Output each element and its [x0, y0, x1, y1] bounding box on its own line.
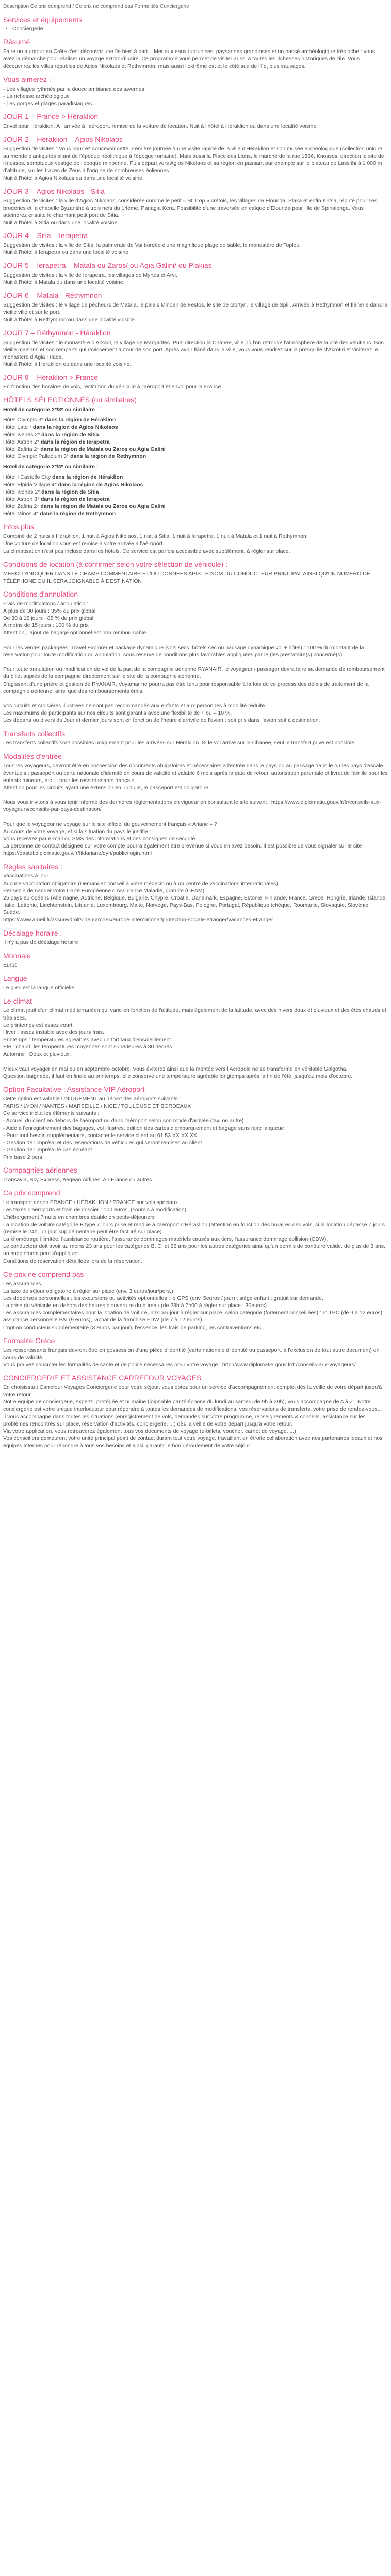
annulation-text — [3, 600, 388, 724]
text-line: - Accueil du client en dehors de l'aéroport ou dans l'aéroport selon son mode d'arrivée (taxi ou autre) — [3, 1117, 244, 1124]
infos-text — [3, 533, 388, 555]
text-line: Le printemps est assez court. — [3, 1022, 74, 1028]
text-line: Les dépenses personnelles ; les excursions ou activités optionnelles ; le GPS (env. 5euros / jour) ; siège enfant ; gratuit sur demande. — [3, 1295, 323, 1301]
text-line: À plus de 30 jours : 35% du prix global — [3, 607, 96, 614]
day-line: Nuit à l'hôtel à Ierapetra ou dans une localité voisine. — [3, 249, 130, 256]
hotel-item — [3, 446, 388, 453]
text-line: - Gestion de l'imprévu et des réservations de véhicules qui seront remises au client — [3, 1139, 202, 1146]
text-line: De 30 à 15 jours : 85 % du prix global — [3, 615, 94, 622]
text-line: Vaccinations à jour. — [3, 873, 50, 879]
text-line: Prix base 2 pers. — [3, 1154, 44, 1161]
text-line: À moins de 15 jours : 100 % du prix — [3, 622, 89, 629]
aimerez-item: - Les gorges et plages paradisiaques — [3, 100, 92, 107]
text-line — [3, 814, 388, 821]
text-line: Via votre application, vous retrouverez également tous vos documents de voyage (e-billets, voucher, carnet de voyage, ...) — [3, 1428, 296, 1434]
text-line: L'option conducteur supplémentaire (3 euros par jour), l'essence, les frais de parking, les contraventions etc... — [3, 1324, 266, 1331]
hotel-name: Hôtel Olympic Palladium 3* — [3, 453, 69, 460]
annulation-title: Conditions d'annulation — [3, 589, 78, 598]
sejour-title: Règles sanitaires : — [3, 862, 63, 871]
text-line: Les départs ou divers du Jour et dernier jours sont en fonction de l'heure d'arrivée de l'avion ; soit pris dans l'avion soit à destination. — [3, 717, 320, 724]
aimerez-item: - La richesse archéologique — [3, 93, 70, 99]
text-line — [3, 637, 388, 644]
text-line: Vos conseillers demeurent votre unité principal point de contact durant tout votre voyage, travaillant en étroite collaboration avec nos partenaires locaux et nos équipes internes pour répondre à tous vos besoins et ainsi, garantir le bon déroulement de votre séjour. — [3, 1435, 383, 1449]
day-line: Suggestion de visites : la ville de Sitia, la palmeraie de Vai bordée d'une magnifique plage de sable, le monastère de Toplou. — [3, 242, 301, 248]
text-line: Les assurances complémentaires pour la location de voiture, prix par jour à régler sur place, selon catégorie (fortement conseillées) : rc TPC (de 9 à 12 euros) assurance personnelle PAI (9 euros), rachat de la franchise FDW (de 7 à 12 euros). — [3, 1310, 383, 1324]
modalites-title: Modalités d'entrée — [3, 752, 62, 760]
text-line: La personne de contact désignée sur votre compte pourra également être prévenue si vous en avez besoin. Il est possible de vous signaler sur le site : https://pastel.diplomatie.gouv.fr/fildariane/dyn/public/login.html — [3, 843, 365, 857]
hotel-region: dans la région de Matala ou Zaros ou Agia Galini — [39, 503, 166, 510]
hotel-name: Hôtel Olympic 3* — [3, 417, 44, 423]
day-title: JOUR 7 – Réthymnon - Héraklion — [3, 328, 111, 337]
day-line: Envol pour Héraklion. À l'arrivée à l'aéroport, remise de la voiture de location. Nuit à l'hôtel à Héraklion ou dans une localité voisine. — [3, 123, 318, 129]
hotel-item — [3, 431, 388, 438]
text-line: https://www.ameli.fr/assure/droits-demarches/europe-international/protection-sociale-etranger/vacances-etranger — [3, 917, 273, 923]
hotel-item — [3, 488, 388, 496]
text-line: - Aide à l'enregistrement des bagages, vol illustres, édition des cartes d'embarquement et bagage sans faire la queue — [3, 1125, 284, 1131]
ne-comprend-title: Ce prix ne comprend pas — [3, 1269, 84, 1278]
hotel-item — [3, 453, 388, 460]
tab-links[interactable]: Description Ce prix comprend / Ce prix ne comprend pas Formalités Conciergerie — [3, 4, 189, 9]
text-line: S'agissant d'une prière et gestion de RYANAIR, Voyamar ne pourra pas être tenu pour responsable à la fois de ce process des délais de traitement de la compagnie aérienne, ainsi que des remboursements émis. — [3, 681, 369, 694]
hotel-region: dans la région de Sitia — [40, 488, 99, 495]
text-line: Pour toute annulation ou modification de vol de la part de la compagnie aérienne RYANAIR, le voyageur / passager devra faire sa demande de remboursement du billet auprès de la compagnie directement sur le site de la compagnie aérienne. — [3, 666, 385, 680]
day-line: Suggestion de visites : la ville d'Agios Nikolaos, considérée comme le petit « St Trop » crétois, les villages de Elounda, Plaka et enfin Kritsa, réputé pour ses broderies et la chapelle Byzantine à trois nefs du 14ème, Panagia Kera. Possibilité d'une traversée en caïque d'Elounda pour l'île de Spinalonga. Vous atteindrez ensuite le charmant petit port de Sitia. — [3, 197, 378, 218]
conciergerie-title: CONCIERGERIE ET ASSISTANCE CARREFOUR VOYAGES — [3, 1374, 202, 1382]
text-line: Frais de modifications / annulation : — [3, 600, 89, 607]
text-line: Attention pour les circuits ayant une extension en Turquie, le passeport est obligatoire. — [3, 784, 210, 791]
hotel-name: Hôtel Minos 4* — [3, 511, 39, 517]
compagnies-title: Compagnies aériennes — [3, 1166, 77, 1175]
text-line: Tous les voyageurs, devront être en possession des documents obligatoires et nécessaires à l'entrée dans le pays ou au passage dans le ou les pays d'escale éventuels : passeport ou carte nationale d'identité en cours de validité et valable 6 mois après la date de retour, autorisation parentale et livret de famille pour les enfants mineurs, etc. ...pour les ressortissants français. — [3, 762, 388, 784]
day-line: Suggestion de visites : le village de pêcheurs de Matala, le palais Minoen de Festos, le site de Gortyn, le village de Spili. Arrivée à Rethymnon et flânerie dans la vieille ville et sur le port. — [3, 302, 388, 316]
text-line: Question baignade, il faut en finale au printemps, elle conserve une température agréable longtemps après la fin de l'été, jusqu'au mois d'octobre. — [3, 1073, 353, 1079]
ne-comprend-text — [3, 1280, 388, 1331]
text-line: La location de voiture catégorie B type 7 jours prise et rendue à l'aéroport d'Héraklion (attention en fonction des horaires des vols, si la location dépasse 7 jours (remise le 24h, un jour supplémentaire peut être facturé sur place). — [3, 1221, 385, 1235]
services-title: Services et équipements — [3, 15, 83, 24]
text-line: Automne : Doux et pluvieux. — [3, 1051, 71, 1058]
text-line: Vos circuits et croisières illustrées ne sont pas recommandés aux enfants et aux personnes à mobilité réduite. — [3, 703, 267, 709]
text-line: Il vous accompagne dans toutes les situations (enregistrement de vols, demandes sur votre programme, renseignements & conseils, assistance sur les problèmes rencontrés sur place, réservation d'activités, conciergerie, ...) dès la veille de votre départ jusqu'à votre retour. — [3, 1413, 366, 1427]
text-line — [3, 1058, 388, 1065]
hotels-cat3-list — [3, 473, 388, 517]
hotel-region: dans la région de Ierapetra — [39, 496, 110, 502]
service-item: • Conciergerie — [12, 25, 388, 32]
day-text — [3, 123, 388, 130]
day-line: Nuit à l'hôtel à Sitia ou dans une localité voisine. — [3, 219, 119, 226]
text-line: Les assurances, — [3, 1280, 43, 1287]
langue-text — [3, 984, 388, 991]
hotel-name: Hôtel Astron 2* — [3, 438, 40, 445]
hotels-cat2-label: Hotel de catégorie 2*/3* ou similaire — [3, 406, 95, 413]
hotel-item — [3, 510, 388, 517]
text-line: La prise du véhicule en dehors des heures d'ouverture du bureau (de 23h à 7h00 à régler sur place : 30euros). — [3, 1302, 268, 1309]
hotel-region: dans la région de Agios Nikolaos — [56, 481, 143, 488]
text-line: - Pour tout besoin supplémentaire, contacter le service client au 01 53 XX XX XX — [3, 1132, 197, 1139]
climat-title: Le climat — [3, 996, 32, 1005]
text-line: La kilométrage illimitée, l'assistance routière, l'assurance dommages matériels causés aux tiers, l'assurance dommage collision (CDW), — [3, 1236, 328, 1243]
text-line: Nous vous invitons à vous tenir informé des dernières réglementations en vigueur en consultant le site suivant : https://www.diplomatie.gouv.fr/fr/conseils-aux-voyageurs/conseils-par-pays-destination/ — [3, 799, 381, 813]
hotel-item — [3, 503, 388, 510]
hotel-name: Hôtel Elpida Village 4* — [3, 481, 57, 488]
text-line: Aucune vaccination obligatoire (Demandez conseil à votre médecin ou à un centre de vaccinations internationales). — [3, 880, 280, 887]
monnaie-title: Monnaie — [3, 951, 31, 960]
modalites-text — [3, 762, 388, 857]
day-text — [3, 197, 388, 227]
text-line: Le transport aérien FRANCE / HÉRAKLION / FRANCE sur vols spéciaux. — [3, 1199, 180, 1206]
hotel-region: dans la région de Agios Nikolaos — [31, 424, 118, 431]
text-line: Printemps : températures agréables avec un fort taux d'ensoleillement. — [3, 1037, 173, 1043]
formalites-title: Formalité Grèce — [3, 1336, 55, 1345]
text-line: Pour les ventes packagées, Travel Explorer et package dynamique (vols secs, hôtels sec ou package dynamique vol + hôtel) : 100 % du montant de la réservation pour toute modification ou annulation, sous réserve de conditions plus favorables appliquées par le (les prestataire(s) concerné(s). — [3, 644, 364, 658]
itinerary — [3, 112, 388, 391]
resume-text: Faire un autotour en Crète c'est découvrir une île bien à part... Mer aux eaux turquoises, paysannes grandioses et un passé archéologique très riche : vous avez la démarche pour réaliser un voyage extraordinaire. Ce programme vous permet de visiter aussi à toutes les richesses historiques de l'île. Vous découvrirez les villes républes de Agios Nikolaos et Rethymnon, mais aussi l'extrême est et le côté sud de l'île, plus sauvages. — [3, 48, 376, 70]
day-text — [3, 145, 388, 182]
day-title: JOUR 2 – Héraklion – Agios Nikolaos — [3, 135, 123, 144]
day-title: JOUR 1 – France > Héraklion — [3, 112, 99, 121]
hotel-region: dans la région de Rethymnon — [69, 453, 146, 460]
text-line: L'hébergement 7 nuits en chambres double en petits-déjeuners — [3, 1214, 155, 1221]
day-line: Nuit à l'hôtel à Matala ou dans une localité voisine. — [3, 279, 125, 286]
hotel-name: Hôtel Zafiria 2* — [3, 446, 39, 452]
text-line — [3, 695, 388, 702]
text-line: Hiver : assez instable avec des jours frais. — [3, 1029, 105, 1036]
text-line: Une voiture de location vous est remise à votre arrivée à l'aéroport. — [3, 540, 164, 547]
hotel-region: dans la région de Ierapetra — [39, 438, 110, 445]
option-title: Option Facultative : Assistance VIP Aéroport — [3, 1085, 145, 1094]
compagnies-text — [3, 1176, 388, 1183]
services-list — [3, 25, 388, 32]
day-title: JOUR 4 – Sitia – Ierapetra — [3, 231, 88, 240]
day-line: En fonction des horaires de vols, restitution du véhicule à l'aéroport et envol pour la France. — [3, 384, 223, 391]
option-text — [3, 1095, 388, 1161]
day-line: Nuit à l'hôtel à Héraklion ou dans une localité voisine. — [3, 361, 132, 368]
conditions-loc-text — [3, 570, 388, 585]
hotel-name: Hôtel Lato * — [3, 424, 31, 431]
day-line: Nuit à l'hôtel à Rethymnon ou dans une localité voisine. — [3, 316, 136, 323]
aimerez-item: - Les villages rythmés par la douce ambiance des tavernes — [3, 86, 144, 92]
transferts-text — [3, 739, 388, 747]
text-line: MERCI D'INDIQUER DANS LE CHAMP COMMENTAIRE ET/OU DONNÉES APIS LE NOM DU CONDUCTEUR PRINCIPAL AINSI QU'UN NUMÉRO DE TÉLÉPHONE OU IL SERA JOIGNABLE À DESTINATION — [3, 570, 370, 584]
text-line: Les taxes d'aéroports et frais de dossier : 100 euros, (soumis à modification) — [3, 1207, 187, 1213]
text-line: Il n'y a pas de décalage horaire — [3, 939, 78, 946]
text-line: Le climat jouit d'un climat méditerranéen qui varie en fonction de l'altitude, mais également de la latitude, avec des hivers doux et pluvieux et des étés chauds et très secs. — [3, 1007, 386, 1021]
text-line: Euros — [3, 962, 18, 969]
hotel-item — [3, 496, 388, 503]
conditions-loc-title: Conditions de location (à confirmer selon votre sélection de véhicule) : — [3, 560, 228, 568]
day-text — [3, 383, 388, 391]
text-line: - Gestion de l'imprévu le cas échéant — [3, 1147, 92, 1154]
langue-title: Langue — [3, 974, 27, 982]
formalites-text — [3, 1347, 388, 1369]
hotels-title: HÔTELS SÉLECTIONNÉS (ou similaires) — [3, 396, 137, 404]
hotel-name: Hôtel Ivenes 2* — [3, 488, 40, 495]
day-text — [3, 242, 388, 256]
hotel-name: Hôtel I Castello City — [3, 474, 51, 481]
hotel-name: Hôtel Astron 3* — [3, 496, 40, 502]
text-line: Les ressortissants français devront être en possession d'une pièce d'identité (carte nationale d'identité ou passeport, à l'exclusion de tout autre document) en cours de validité. — [3, 1347, 380, 1361]
aimerez-list — [3, 86, 388, 108]
text-line: Mieux vaut voyager en mai ou en septembre-octobre. Vous éviterez ainsi que la montée vers l'Acropole ne se transforme en véritable Golgotha. — [3, 1065, 348, 1072]
climat-text — [3, 1007, 388, 1080]
hotel-region: dans la région de Matala ou Zaros ou Agia Galini — [39, 446, 166, 452]
text-line: En choisissant Carrefour Voyages Conciergerie pour votre séjour, vous optez pour un service d'accompagnement complet dès la veille de votre départ jusqu'à votre retour. — [3, 1384, 382, 1398]
day-line: Suggestion de visites : le monastère d'Arkadi, le village de Margarites. Puis direction la Chanée, ville où l'on retrouve l'atmosphère de la cité des vénitiens. Son vieille maisons et son remparts qui ravissement autour de son port. Après avoir flâné dans la ville, vous vous rendrez sur la presqu'île d'Akrotiri et visiterez le monastère d'Agia Triada. — [3, 339, 384, 360]
hotel-item — [3, 438, 388, 446]
hotel-item — [3, 423, 388, 431]
text-line: Le conducteur doit avoir au moins 23 ans pour les catégories B, C, et 25 ans pour les autres catégories ainsi qu'un permis de conduire valide, de plus de 3 ans, un supplément peut s'appliquer. — [3, 1243, 385, 1257]
text-line: Combiné de 2 nuits à Héraklion, 1 nuit à Agios Nikolaos, 1 nuit à Sitia, 1 nuit à Ierapetra, 1 nuit à Matala et 1 nuit à Rethymnon. — [3, 533, 308, 540]
day-line: Nuit à l'hôtel à Agios Nikolaos ou dans une localité voisine. — [3, 175, 144, 181]
text-line — [3, 658, 388, 666]
decalage-title: Décalage horaire : — [3, 928, 62, 937]
text-line: Vous pouvez consulter les formalités de santé et de police nécessaires pour votre voyage : http://www.diplomatie.gouv.fr/fr/conseils-aux-voyageurs/ — [3, 1361, 356, 1368]
infos-title: Infos plus — [3, 522, 34, 531]
day-text — [3, 272, 388, 286]
hotels-cat3-label: Hotel de catégorie 2*/4* ou similaire : — [3, 464, 99, 470]
monnaie-text — [3, 961, 388, 969]
text-line: Transavia, Sky Express, Aegean Airlines, Air France ou autres ... — [3, 1177, 158, 1183]
text-line: Le grec est la langue officielle. — [3, 985, 76, 991]
resume-title: Résumé — [3, 38, 30, 46]
day-text — [3, 339, 388, 368]
hotel-region: dans la région de Héraklion — [43, 417, 116, 423]
text-line: PARIS / LYON / NANTES / MARSEILLE / NICE / TOULOUSE ET BORDEAUX — [3, 1103, 191, 1110]
text-line: Cette option est valable UNIQUEMENT au départ des aéroports suivants : — [3, 1095, 181, 1102]
hotel-region: dans la région de Rethymnon — [38, 511, 116, 517]
hotels-cat3 — [3, 463, 388, 470]
conciergerie-text — [3, 1384, 388, 1450]
text-line: Les transferts collectifs sont possibles uniquement pour les arrivées sur Héraklion. Si le vol arrive sur la Chanée, seul le transfert privé est possible. — [3, 740, 356, 747]
day-line: Suggestion de visites : Vous pourrez concevoir cette première journée à une visite rapide de la ville d'Héraklion et son musée archéologique (collection unique au monde d'antiquités allant de l'époque néolithique à l'époque romaine). Mais aussi la Place des Lions, le marché de la rue 1866, Knossos, direction le site de Knossos, somptueux vestige de l'époque minoenne. Puis départ vers Agios Nikolaos et sa région en passant par exemple sur le plateau de Lassithi à 1 000 m d'altitude, sur les traces de Zeus à l'origine de nombreuses éoliennes. — [3, 145, 384, 174]
day-title: JOUR 8 – Héraklion > France — [3, 373, 99, 382]
decalage-text — [3, 939, 388, 946]
text-line: Attention, l'ajout de bagage optionnel est non remboursable. — [3, 630, 148, 636]
day-title: JOUR 5 – Ierapetra – Matala ou Zaros/ ou Agia Galini/ ou Plakias — [3, 261, 212, 270]
hotel-region: dans la région de Héraklion — [51, 474, 123, 481]
hotel-region: dans la région de Sitia — [40, 431, 99, 438]
aimerez-title: Vous aimerez : — [3, 75, 51, 83]
hotels-cat2 — [3, 406, 388, 413]
hotel-name: Hôtel Ivenes 2* — [3, 431, 40, 438]
text-line: Notre équipe de conciergerie, experts, protégée et humaine (joignable par téléphone du lundi au samedi de 9h à 20h), vous accompagne de A à Z : Notre conciergerie est votre unique interlocuteur pour répondre à toutes les demandes de modifications, vos réservations de transferts, votre prise de rendez-vous... — [3, 1399, 382, 1413]
transferts-title: Transferts collectifs — [3, 729, 66, 738]
day-title: JOUR 3 – Agios Nikolaos - Sitia — [3, 187, 105, 195]
text-line: Été : chaud, les températures moyennes sont supérieures à 30 degrés. — [3, 1044, 174, 1050]
comprend-title: Ce prix comprend — [3, 1189, 60, 1197]
info-sections — [3, 522, 388, 1449]
hotel-item — [3, 416, 388, 423]
sejour-text — [3, 872, 388, 923]
text-line: La taxe de séjour obligatoire à régler sur place (env. 3 euros/jour/pers.) — [3, 1287, 173, 1294]
comprend-text — [3, 1199, 388, 1265]
text-line: Les maximums de participants sur nos circuits sont garantis avec une flexibilité de + ou – 10 %. — [3, 710, 232, 717]
text-line: Pensez à demander votre Carte Européenne d'Assurance Maladie, gratuite (CEAM). — [3, 887, 206, 894]
text-line: 25 pays européens (Allemagne, Autriche, Belgique, Bulgarie, Chypre, Croatie, Danemark, Espagne, Estonie, Finlande, France, Grèce, Hongrie, Irlande, Islande, Italie, Lettonie, Liechtenstein, Lituanie, Luxembourg, Malte, Norvège, Pays-Bas, Pologne, Portugal, République tchèque, Roumanie, Slovaquie, Slovénie, Suède. — [3, 894, 387, 916]
day-line: Suggestion de visites : la ville de Ierapetra, les villages de Myrtos et Arvi. — [3, 272, 177, 279]
hotel-item — [3, 481, 388, 488]
text-line: Ce service inclut les éléments suivants : — [3, 1110, 100, 1117]
text-line — [3, 791, 388, 799]
text-line: Conditions de réservation détaillées lors de la réservation. — [3, 1258, 142, 1264]
text-line: Vous recevrez par e-mail ou SMS des informations et des consignes de sécurité. — [3, 836, 197, 842]
day-title: JOUR 6 – Matala - Réthymnon — [3, 291, 102, 300]
text-line: La climatisation n'est pas incluse dans les hôtels. Ce service est parfois accessible avec supplément, à régler sur place. — [3, 548, 290, 554]
hotel-name: Hôtel Zafiria 2* — [3, 503, 39, 510]
hotel-item — [3, 473, 388, 481]
hotels-cat2-list — [3, 416, 388, 460]
day-text — [3, 301, 388, 324]
text-line: Au cours de votre voyage, et si la situation du pays le justifie : — [3, 828, 151, 835]
text-line: Pour que le voyageur ne voyage sur le site officiel du gouvernement français « Ariane » ? — [3, 821, 217, 827]
